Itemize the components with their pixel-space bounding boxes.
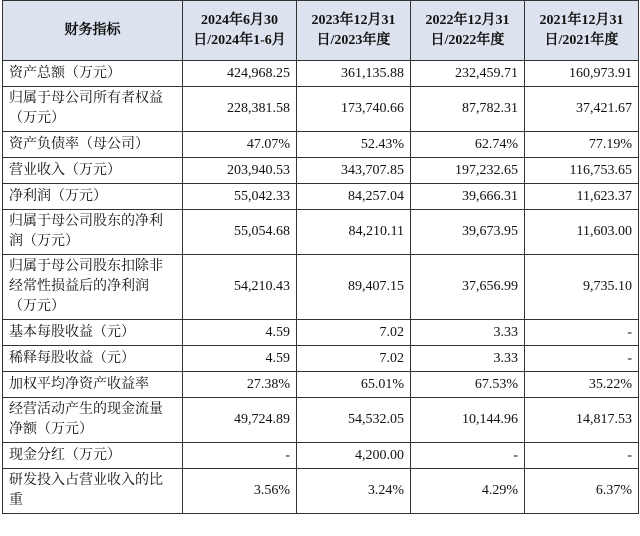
row-label: 基本每股收益（元） — [3, 320, 183, 346]
cell-value: 54,210.43 — [183, 255, 297, 320]
cell-value: 173,740.66 — [297, 87, 411, 132]
cell-value: 9,735.10 — [525, 255, 639, 320]
table-row — [3, 443, 639, 469]
cell-value: 37,656.99 — [411, 255, 525, 320]
cell-value: - — [411, 443, 525, 469]
cell-value: 203,940.53 — [183, 158, 297, 184]
cell-value: 55,054.68 — [183, 210, 297, 255]
cell-value: 4.59 — [183, 346, 297, 372]
cell-value: 87,782.31 — [411, 87, 525, 132]
cell-value: 4.29% — [411, 469, 525, 514]
cell-value: 54,532.05 — [297, 398, 411, 443]
cell-value: 47.07% — [183, 132, 297, 158]
cell-value: 37,421.67 — [525, 87, 639, 132]
cell-value: - — [183, 443, 297, 469]
header-period-2021: 2021年12月31日/2021年度 — [525, 1, 639, 61]
cell-value: 343,707.85 — [297, 158, 411, 184]
table-row — [3, 255, 639, 320]
row-label: 净利润（万元） — [3, 184, 183, 210]
cell-value: 3.56% — [183, 469, 297, 514]
cell-value: 424,968.25 — [183, 61, 297, 87]
cell-value: 35.22% — [525, 372, 639, 398]
cell-value: 7.02 — [297, 320, 411, 346]
cell-value: 11,623.37 — [525, 184, 639, 210]
row-label: 研发投入占营业收入的比重 — [3, 469, 183, 514]
cell-value: 77.19% — [525, 132, 639, 158]
cell-value: 3.33 — [411, 346, 525, 372]
cell-value: 10,144.96 — [411, 398, 525, 443]
table-header-row — [3, 1, 639, 61]
row-label: 资产负债率（母公司） — [3, 132, 183, 158]
header-period-2024h1: 2024年6月30日/2024年1-6月 — [183, 1, 297, 61]
row-label: 归属于母公司股东的净利润（万元） — [3, 210, 183, 255]
cell-value: 3.33 — [411, 320, 525, 346]
header-metric: 财务指标 — [3, 1, 183, 61]
cell-value: 3.24% — [297, 469, 411, 514]
table-row — [3, 158, 639, 184]
cell-value: 228,381.58 — [183, 87, 297, 132]
table-row — [3, 346, 639, 372]
table-row — [3, 61, 639, 87]
header-period-2023: 2023年12月31日/2023年度 — [297, 1, 411, 61]
cell-value: 11,603.00 — [525, 210, 639, 255]
cell-value: 89,407.15 — [297, 255, 411, 320]
row-label: 现金分红（万元） — [3, 443, 183, 469]
financial-indicators-table — [2, 0, 639, 514]
row-label: 资产总额（万元） — [3, 61, 183, 87]
cell-value: 65.01% — [297, 372, 411, 398]
cell-value: 7.02 — [297, 346, 411, 372]
cell-value: 160,973.91 — [525, 61, 639, 87]
cell-value: 27.38% — [183, 372, 297, 398]
cell-value: 39,673.95 — [411, 210, 525, 255]
row-label: 营业收入（万元） — [3, 158, 183, 184]
cell-value: 197,232.65 — [411, 158, 525, 184]
cell-value: - — [525, 320, 639, 346]
cell-value: 39,666.31 — [411, 184, 525, 210]
cell-value: 116,753.65 — [525, 158, 639, 184]
cell-value: 84,257.04 — [297, 184, 411, 210]
table-row — [3, 398, 639, 443]
row-label: 归属于母公司所有者权益（万元） — [3, 87, 183, 132]
table-row — [3, 210, 639, 255]
table-row — [3, 320, 639, 346]
table-row — [3, 469, 639, 514]
cell-value: 84,210.11 — [297, 210, 411, 255]
cell-value: 4,200.00 — [297, 443, 411, 469]
row-label: 经营活动产生的现金流量净额（万元） — [3, 398, 183, 443]
cell-value: 14,817.53 — [525, 398, 639, 443]
table-row — [3, 132, 639, 158]
cell-value: 67.53% — [411, 372, 525, 398]
table-row — [3, 372, 639, 398]
row-label: 归属于母公司股东扣除非经常性损益后的净利润（万元） — [3, 255, 183, 320]
cell-value: - — [525, 443, 639, 469]
table-row — [3, 184, 639, 210]
cell-value: 55,042.33 — [183, 184, 297, 210]
row-label: 加权平均净资产收益率 — [3, 372, 183, 398]
cell-value: - — [525, 346, 639, 372]
cell-value: 6.37% — [525, 469, 639, 514]
cell-value: 49,724.89 — [183, 398, 297, 443]
cell-value: 4.59 — [183, 320, 297, 346]
cell-value: 62.74% — [411, 132, 525, 158]
cell-value: 232,459.71 — [411, 61, 525, 87]
cell-value: 52.43% — [297, 132, 411, 158]
header-period-2022: 2022年12月31日/2022年度 — [411, 1, 525, 61]
table-row — [3, 87, 639, 132]
cell-value: 361,135.88 — [297, 61, 411, 87]
row-label: 稀释每股收益（元） — [3, 346, 183, 372]
